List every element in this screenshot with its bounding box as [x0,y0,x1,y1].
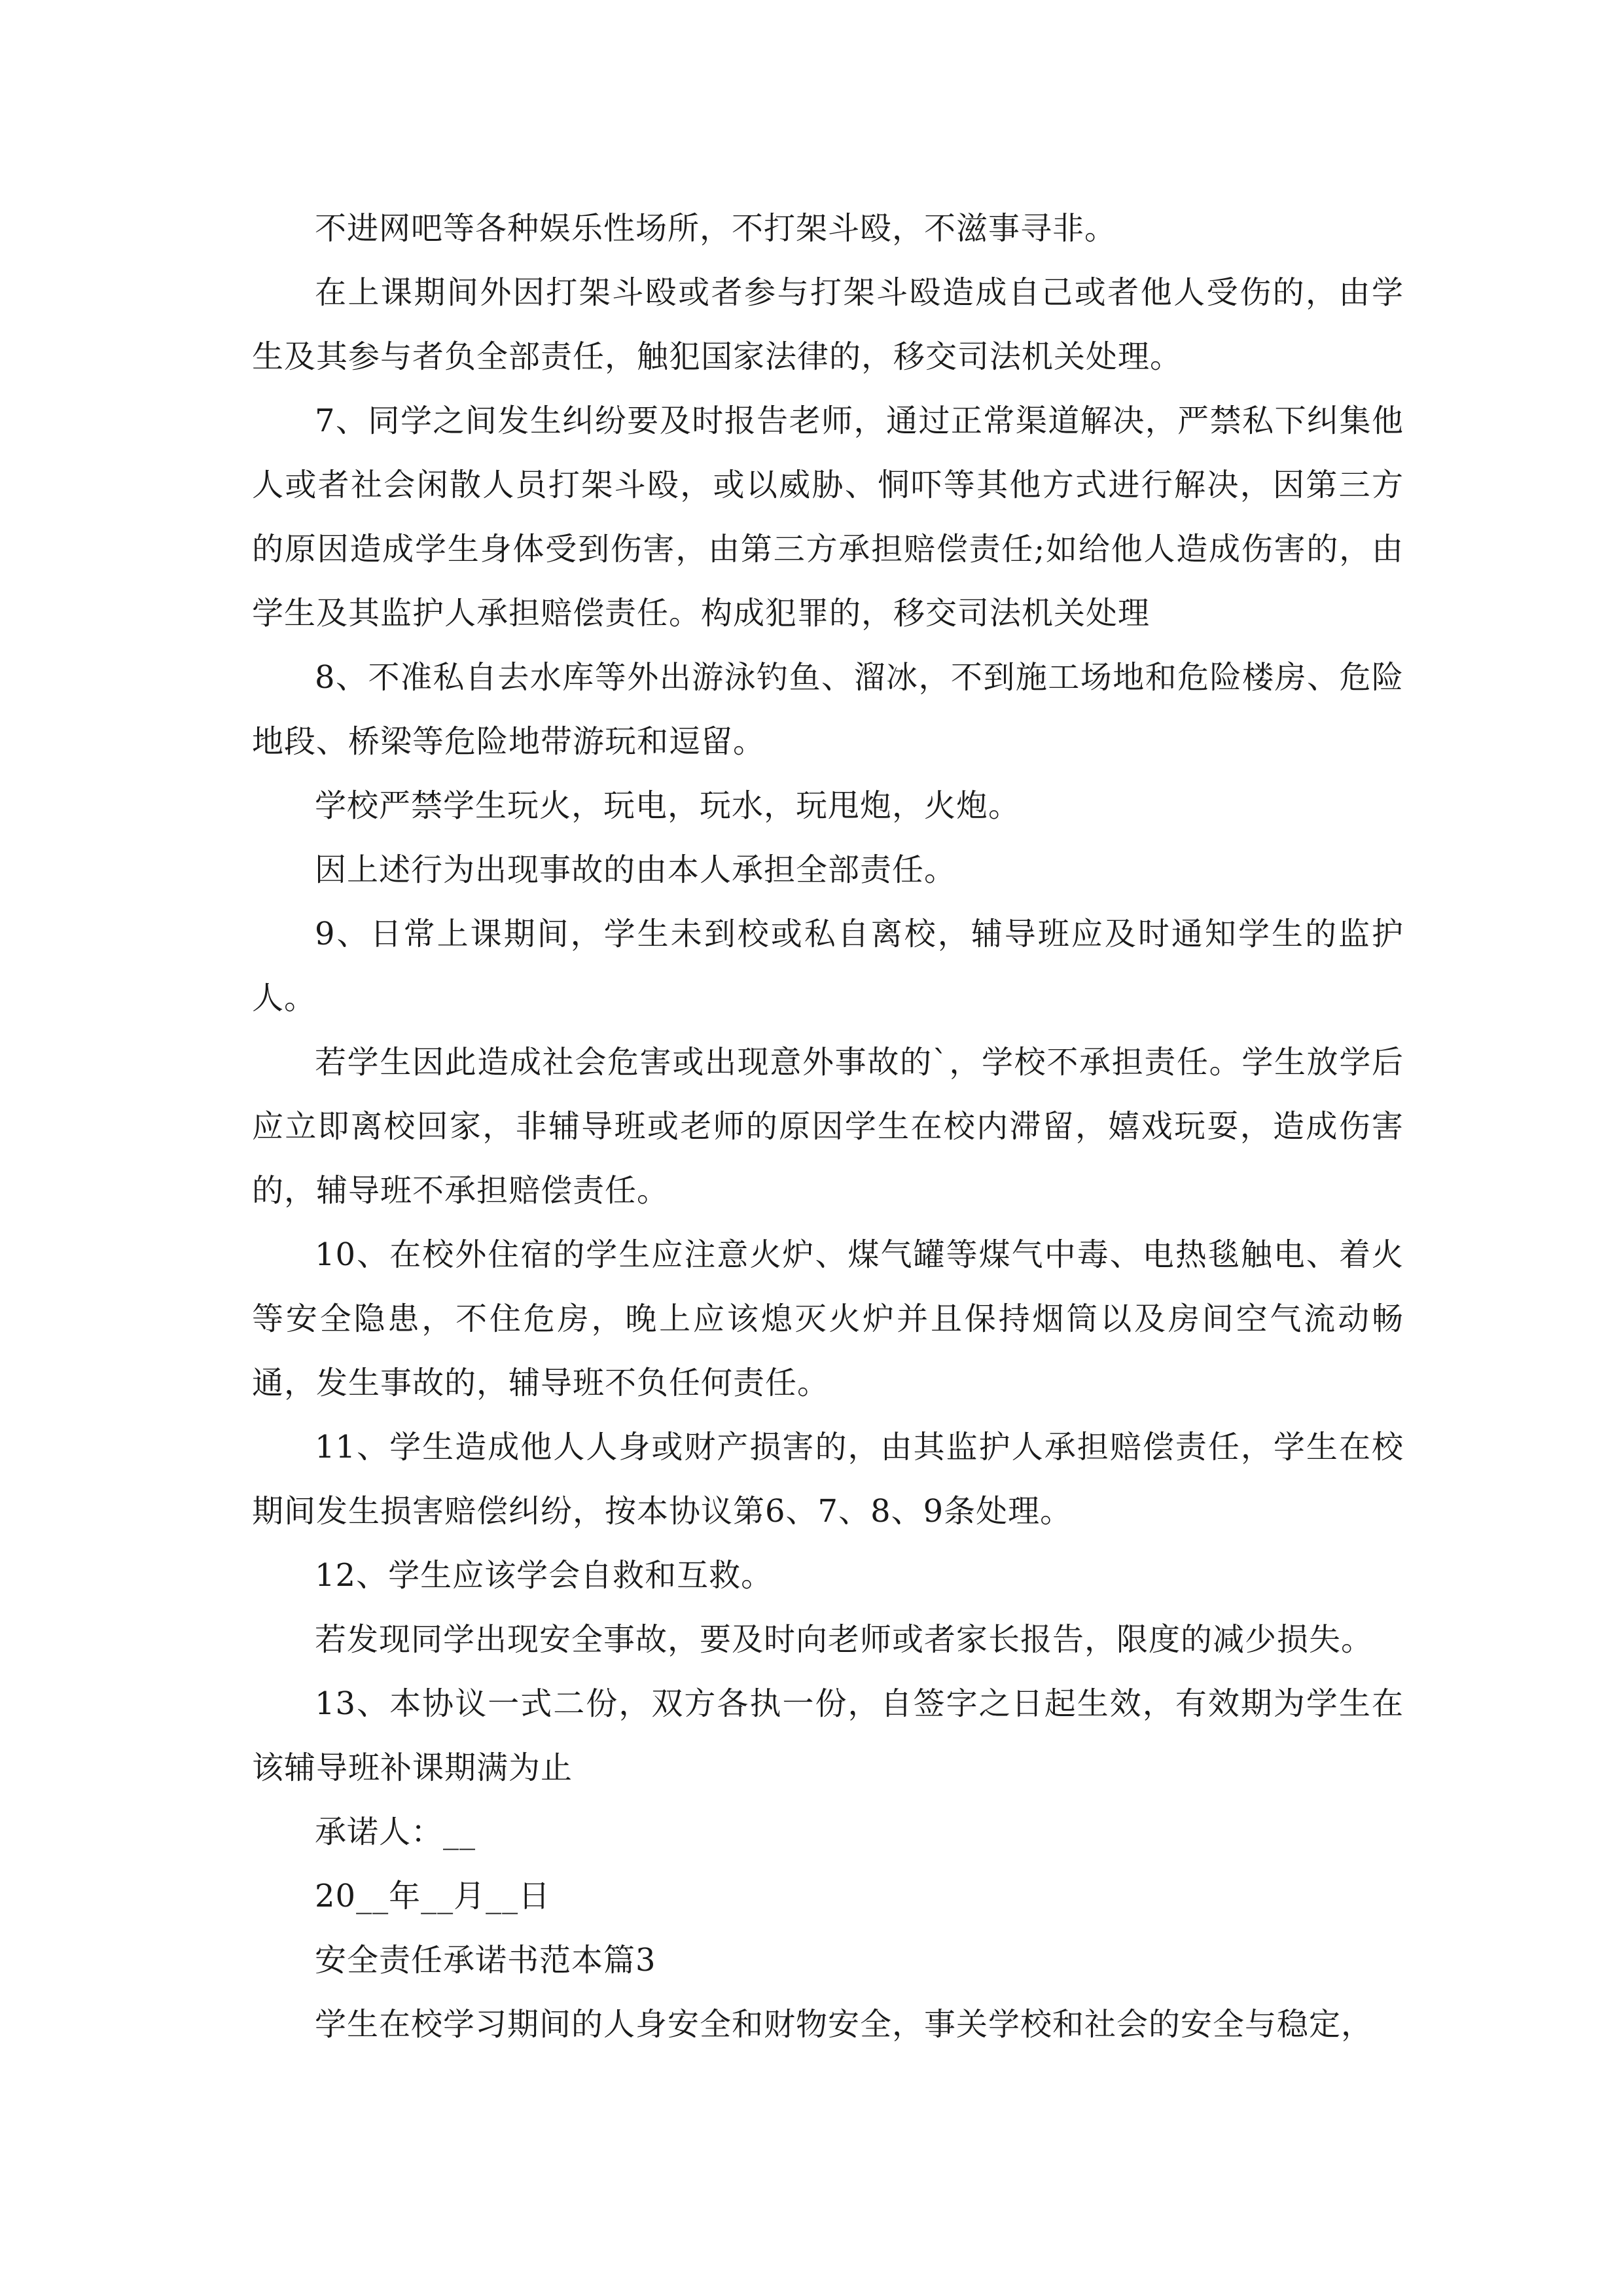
section-title: 安全责任承诺书范本篇3 [315,1942,656,1979]
paragraph: 7、同学之间发生纠纷要及时报告老师，通过正常渠道解决，严禁私下纠集他人或者社会闲散人员打架斗殴，或以威胁、恫吓等其他方式进行解决，因第三方的原因造成学生身体受到伤害，由第三方承担赔偿责任;如给他人造成伤害的，由学生及其监护人承担赔偿责任。构成犯罪的，移交司法机关处理 [252,403,1404,632]
paragraph: 8、不准私自去水库等外出游泳钓鱼、溜冰，不到施工场地和危险楼房、危险地段、桥梁等危险地带游玩和逗留。 [252,659,1404,760]
paragraph: 9、日常上课期间，学生未到校或私自离校，辅导班应及时通知学生的监护人。 [252,916,1404,1016]
signatory-line: 承诺人：__ [315,1814,476,1850]
paragraph: 若学生因此造成社会危害或出现意外事故的`，学校不承担责任。学生放学后应立即离校回家，非辅导班或老师的原因学生在校内滞留，嬉戏玩耍，造成伤害的，辅导班不承担赔偿责任。 [252,1044,1404,1209]
paragraph: 13、本协议一式二份，双方各执一份，自签字之日起生效，有效期为学生在该辅导班补课期满为止 [252,1685,1404,1786]
date-line: 20__年__月__日 [315,1878,551,1914]
paragraph: 学校严禁学生玩火，玩电，玩水，玩甩炮，火炮。 [315,787,1021,824]
document-page [252,196,1404,2056]
paragraph: 若发现同学出现安全事故，要及时向老师或者家长报告，限度的减少损失。 [315,1621,1374,1658]
paragraph: 在上课期间外因打架斗殴或者参与打架斗殴造成自己或者他人受伤的，由学生及其参与者负全部责任，触犯国家法律的，移交司法机关处理。 [252,274,1404,375]
paragraph: 10、在校外住宿的学生应注意火炉、煤气罐等煤气中毒、电热毯触电、着火等安全隐患，不住危房，晚上应该熄灭火炉并且保持烟筒以及房间空气流动畅通，发生事故的，辅导班不负任何责任。 [252,1236,1404,1401]
paragraph: 学生在校学习期间的人身安全和财物安全，事关学校和社会的安全与稳定， [315,2006,1374,2043]
paragraph: 12、学生应该学会自救和互救。 [315,1557,774,1594]
paragraph: 11、学生造成他人人身或财产损害的，由其监护人承担赔偿责任，学生在校期间发生损害赔偿纠纷，按本协议第6、7、8、9条处理。 [252,1429,1404,1530]
paragraph: 不进网吧等各种娱乐性场所，不打架斗殴，不滋事寻非。 [315,210,1117,247]
paragraph: 因上述行为出现事故的由本人承担全部责任。 [315,852,957,888]
